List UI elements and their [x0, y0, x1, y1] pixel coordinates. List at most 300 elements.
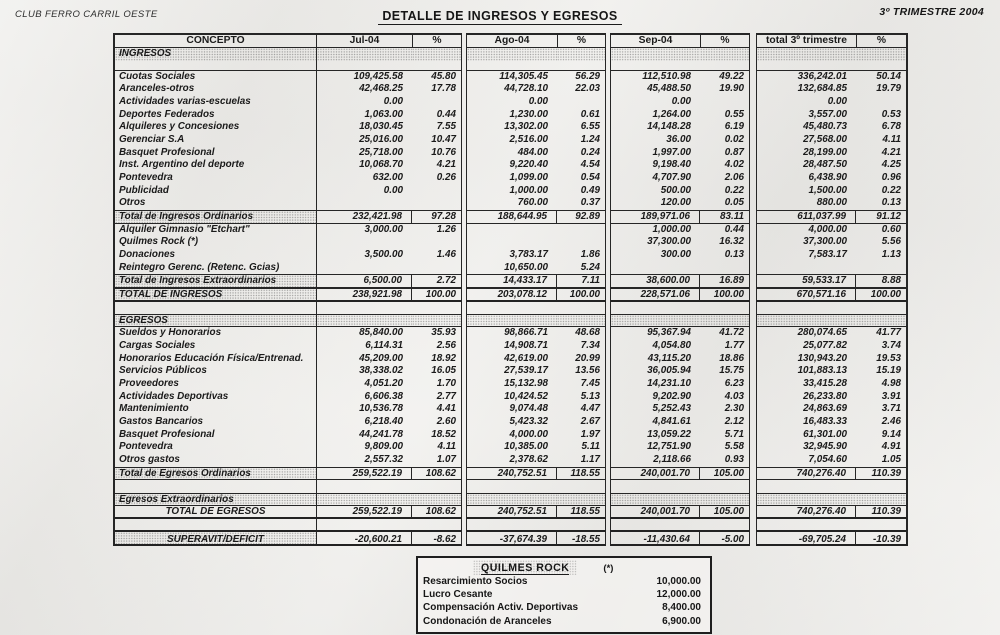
concept-cell: TOTAL DE INGRESOS — [113, 288, 317, 302]
pct-cell-jul — [412, 519, 462, 530]
pct-cell-total: 110.39 — [856, 505, 908, 519]
value-cell-sep: 2,118.66 — [610, 454, 700, 467]
value-cell-sep: 1,997.00 — [610, 147, 700, 160]
quilmes-title-row — [423, 560, 705, 575]
data-row — [113, 441, 908, 454]
value-cell-total: 25,077.82 — [756, 340, 856, 353]
concept-cell — [113, 480, 317, 493]
pct-cell-ago — [557, 480, 606, 493]
pct-cell-sep: 2.06 — [700, 172, 750, 185]
pct-cell-ago — [557, 224, 606, 237]
value-cell-total: 6,438.90 — [756, 172, 856, 185]
value-cell-ago: 14,908.71 — [466, 340, 557, 353]
pct-cell-sep: 0.93 — [700, 454, 750, 467]
value-cell-ago: 240,752.51 — [466, 505, 557, 519]
concept-cell: Alquileres y Concesiones — [113, 121, 317, 134]
value-cell-sep: -11,430.64 — [610, 530, 700, 547]
pct-cell-total: 0.96 — [856, 172, 908, 185]
quilmes-item-label: Condonación de Aranceles — [423, 615, 552, 627]
concept-cell — [113, 61, 317, 71]
pct-cell-ago: 5.13 — [557, 391, 606, 404]
value-cell-total: 16,483.33 — [756, 416, 856, 429]
pct-cell-total: 50.14 — [856, 71, 908, 84]
header-sep: Sep-04 — [610, 33, 700, 48]
value-cell-total: 28,199.00 — [756, 147, 856, 160]
concept-cell: Alquiler Gimnasio "Etchart" — [113, 224, 317, 237]
value-cell-sep — [610, 262, 700, 275]
value-cell-sep — [610, 314, 700, 327]
pct-cell-jul: 17.78 — [412, 83, 462, 96]
pct-cell-jul: 10.76 — [412, 147, 462, 160]
pct-cell-jul — [412, 61, 462, 71]
pct-cell-sep: 15.75 — [700, 365, 750, 378]
pct-cell-jul: 1.70 — [412, 378, 462, 391]
pct-cell-ago: 100.00 — [557, 288, 606, 302]
quilmes-title-band — [473, 560, 577, 575]
quilmes-asterisk: (*) — [603, 563, 614, 574]
value-cell-ago: 2,516.00 — [466, 134, 557, 147]
pct-cell-ago: 1.97 — [557, 429, 606, 442]
value-cell-jul: 6,218.40 — [364, 416, 403, 428]
value-cell-ago — [466, 302, 557, 315]
concept-cell: Donaciones — [113, 249, 317, 262]
data-row — [113, 172, 908, 185]
pct-cell-jul: 2.77 — [412, 391, 462, 404]
pct-cell-total: 9.14 — [856, 429, 908, 442]
value-cell-ago: 760.00 — [466, 197, 557, 210]
pct-cell-sep — [700, 48, 750, 61]
pct-cell-sep: 2.30 — [700, 403, 750, 416]
concept-cell: EGRESOS — [113, 314, 317, 327]
value-cell-ago — [466, 314, 557, 327]
value-cell-sep — [610, 480, 700, 493]
superavit-row — [113, 530, 908, 547]
value-cell-sep: 45,488.50 — [610, 83, 700, 96]
section-row — [113, 48, 908, 61]
value-cell-sep: 1,264.00 — [610, 109, 700, 122]
value-cell-total: 1,500.00 — [756, 185, 856, 198]
value-cell-jul: 259,522.19 — [317, 505, 412, 519]
pct-cell-ago — [557, 48, 606, 61]
value-cell-jul — [317, 480, 412, 493]
data-row — [113, 224, 908, 237]
value-cell-jul: 42,468.25 — [359, 83, 403, 95]
table-header-row — [113, 33, 908, 48]
value-cell-total: 4,000.00 — [756, 224, 856, 237]
value-cell-jul: 10,536.78 — [359, 403, 403, 415]
pct-cell-total: 5.56 — [856, 236, 908, 249]
value-cell-ago: 0.00 — [466, 96, 557, 109]
value-cell-jul: 45,209.00 — [359, 352, 403, 364]
quilmes-item-label: Resarcimiento Socios — [423, 576, 528, 587]
concept-cell: Mantenimiento — [113, 403, 317, 416]
pct-cell-jul: 0.44 — [412, 109, 462, 122]
value-cell-ago: 240,752.51 — [466, 467, 557, 481]
value-cell-sep: 4,841.61 — [610, 416, 700, 429]
value-cell-ago: 484.00 — [466, 147, 557, 160]
value-cell-jul — [317, 302, 412, 315]
pct-cell-total: 4.21 — [856, 147, 908, 160]
value-cell-total: 45,480.73 — [756, 121, 856, 134]
pct-cell-ago: 0.61 — [557, 109, 606, 122]
pct-cell-sep: 83.11 — [700, 210, 750, 224]
pct-cell-ago: 4.54 — [557, 159, 606, 172]
value-cell-jul: 44,241.78 — [359, 428, 403, 440]
pct-cell-ago: 20.99 — [557, 353, 606, 366]
value-cell-jul: 1,063.00 — [364, 108, 403, 120]
value-cell-sep: 43,115.20 — [610, 353, 700, 366]
pct-cell-ago: 5.11 — [557, 441, 606, 454]
pct-cell-sep: 1.77 — [700, 340, 750, 353]
concept-cell: Total de Egresos Ordinarios — [113, 467, 317, 481]
value-cell-jul: -20,600.21 — [317, 530, 412, 547]
value-cell-jul: 10,068.70 — [359, 159, 403, 171]
pct-cell-total: 100.00 — [856, 288, 908, 302]
data-row — [113, 185, 908, 198]
value-cell-jul: 3,500.00 — [364, 249, 403, 261]
pct-cell-ago: 4.47 — [557, 403, 606, 416]
value-cell-ago: 10,650.00 — [466, 262, 557, 275]
value-cell-ago: 1,230.00 — [466, 109, 557, 122]
value-cell-sep: 189,971.06 — [610, 210, 700, 224]
value-cell-jul: 232,421.98 — [317, 210, 412, 224]
pct-cell-jul — [412, 493, 462, 505]
value-cell-total: 0.00 — [756, 96, 856, 109]
value-cell-sep: 14,231.10 — [610, 378, 700, 391]
pct-cell-total — [856, 493, 908, 505]
concept-cell — [113, 519, 317, 530]
value-cell-ago: 14,433.17 — [466, 274, 557, 288]
pct-cell-ago — [557, 236, 606, 249]
concept-cell: SUPERAVIT/DEFICIT — [113, 530, 317, 547]
pct-cell-ago: 7.34 — [557, 340, 606, 353]
concept-cell: Cuotas Sociales — [113, 71, 317, 84]
value-cell-sep — [610, 493, 700, 505]
header-jul: Jul-04 — [317, 33, 412, 48]
pct-cell-sep — [700, 96, 750, 109]
pct-cell-total: 3.71 — [856, 403, 908, 416]
value-cell-jul — [317, 236, 412, 249]
quilmes-item-value: 8,400.00 — [662, 602, 701, 614]
pct-cell-total: 110.39 — [856, 467, 908, 481]
pct-cell-jul: 108.62 — [412, 505, 462, 519]
pct-cell-ago — [557, 96, 606, 109]
value-cell-total: -69,705.24 — [756, 530, 856, 547]
value-cell-jul — [317, 314, 412, 327]
pct-cell-sep: 0.55 — [700, 109, 750, 122]
value-cell-ago: 44,728.10 — [466, 83, 557, 96]
value-cell-jul — [317, 519, 412, 530]
quilmes-item-value: 6,900.00 — [662, 615, 701, 627]
value-cell-sep: 38,600.00 — [610, 274, 700, 288]
header-jul-pct: % — [412, 33, 462, 48]
data-row — [113, 96, 908, 109]
pct-cell-total: 4.25 — [856, 159, 908, 172]
value-cell-ago: 98,866.71 — [466, 327, 557, 340]
value-cell-sep: 0.00 — [610, 96, 700, 109]
value-cell-ago — [466, 480, 557, 493]
value-cell-sep: 37,300.00 — [610, 236, 700, 249]
grand-row — [113, 288, 908, 302]
value-cell-total: 61,301.00 — [756, 429, 856, 442]
pct-cell-jul: 45.80 — [412, 71, 462, 84]
value-cell-total: 28,487.50 — [756, 159, 856, 172]
pct-cell-sep: 100.00 — [700, 288, 750, 302]
value-cell-jul: 6,606.38 — [364, 390, 403, 402]
quilmes-item-value: 10,000.00 — [656, 576, 701, 587]
pct-cell-sep: 105.00 — [700, 467, 750, 481]
concept-cell: Otros — [113, 197, 317, 210]
pct-cell-jul: -8.62 — [412, 530, 462, 547]
concept-cell: TOTAL DE EGRESOS — [113, 505, 317, 519]
concept-cell: Servicios Públicos — [113, 365, 317, 378]
pct-cell-ago: 0.54 — [557, 172, 606, 185]
value-cell-ago: 5,423.32 — [466, 416, 557, 429]
data-row — [113, 134, 908, 147]
data-row — [113, 71, 908, 84]
value-cell-sep: 5,252.43 — [610, 403, 700, 416]
value-cell-total — [756, 519, 856, 530]
concept-cell — [113, 302, 317, 315]
pct-cell-total: 0.13 — [856, 197, 908, 210]
value-cell-total: 880.00 — [756, 197, 856, 210]
value-cell-ago: 3,783.17 — [466, 249, 557, 262]
pct-cell-ago: 22.03 — [557, 83, 606, 96]
pct-cell-jul: 4.21 — [412, 159, 462, 172]
value-cell-ago: 15,132.98 — [466, 378, 557, 391]
quilmes-item-label: Compensación Activ. Deportivas — [423, 602, 579, 614]
value-cell-total: 7,054.60 — [756, 454, 856, 467]
value-cell-ago: 114,305.45 — [466, 71, 557, 84]
pct-cell-sep: -5.00 — [700, 530, 750, 547]
pct-cell-sep: 0.05 — [700, 197, 750, 210]
value-cell-ago: 9,220.40 — [466, 159, 557, 172]
pct-cell-total: 2.46 — [856, 416, 908, 429]
value-cell-jul: 632.00 — [372, 172, 403, 183]
header-ago-pct: % — [557, 33, 606, 48]
concept-cell: Total de Ingresos Ordinarios — [113, 210, 317, 224]
value-cell-total: 3,557.00 — [756, 109, 856, 122]
page-title — [0, 7, 1000, 25]
value-cell-total: 611,037.99 — [756, 210, 856, 224]
value-cell-sep: 1,000.00 — [610, 224, 700, 237]
value-cell-total: 32,945.90 — [756, 441, 856, 454]
club-name: CLUB FERRO CARRIL OESTE — [15, 9, 158, 20]
value-cell-jul: 25,016.00 — [359, 133, 403, 145]
value-cell-jul: 2,557.32 — [364, 454, 403, 466]
pct-cell-jul — [412, 197, 462, 210]
data-row — [113, 83, 908, 96]
value-cell-total: 132,684.85 — [756, 83, 856, 96]
pct-cell-jul — [412, 314, 462, 327]
concept-cell: Actividades varias-escuelas — [113, 96, 317, 109]
value-cell-total: 740,276.40 — [756, 467, 856, 481]
pct-cell-sep: 2.12 — [700, 416, 750, 429]
value-cell-ago: 10,424.52 — [466, 391, 557, 404]
concept-cell: Sueldos y Honorarios — [113, 327, 317, 340]
header-total-pct: % — [856, 33, 908, 48]
value-cell-sep — [610, 519, 700, 530]
pct-cell-total: 4.98 — [856, 378, 908, 391]
header-sep-pct: % — [700, 33, 750, 48]
value-cell-jul: 85,840.00 — [359, 327, 403, 339]
value-cell-jul: 109,425.58 — [353, 70, 403, 82]
exsec-row — [113, 493, 908, 505]
pct-cell-jul: 10.47 — [412, 134, 462, 147]
value-cell-jul — [317, 262, 412, 275]
value-cell-sep: 228,571.06 — [610, 288, 700, 302]
pct-cell-jul — [412, 185, 462, 198]
pct-cell-total: 1.13 — [856, 249, 908, 262]
income-expense-table — [113, 33, 908, 546]
value-cell-jul: 0.00 — [383, 184, 403, 196]
value-cell-total: 670,571.16 — [756, 288, 856, 302]
quilmes-item-label: Lucro Cesante — [423, 589, 493, 601]
pct-cell-ago — [557, 314, 606, 327]
quilmes-rock-box — [416, 556, 712, 634]
pct-cell-jul: 18.92 — [412, 353, 462, 366]
value-cell-ago — [466, 48, 557, 61]
value-cell-sep: 240,001.70 — [610, 467, 700, 481]
pct-cell-total: 41.77 — [856, 327, 908, 340]
pct-cell-ago: 1.86 — [557, 249, 606, 262]
value-cell-jul: 238,921.98 — [317, 288, 412, 302]
value-cell-sep: 300.00 — [610, 249, 700, 262]
value-cell-ago — [466, 224, 557, 237]
data-row — [113, 454, 908, 467]
pct-cell-ago: 1.24 — [557, 134, 606, 147]
pct-cell-jul: 0.26 — [412, 172, 462, 185]
pct-cell-total: 8.88 — [856, 274, 908, 288]
value-cell-total: 130,943.20 — [756, 353, 856, 366]
pct-cell-jul: 108.62 — [412, 467, 462, 481]
value-cell-total — [756, 480, 856, 493]
value-cell-total — [756, 262, 856, 275]
value-cell-sep: 36,005.94 — [610, 365, 700, 378]
quilmes-item — [423, 575, 705, 588]
pct-cell-ago: 5.24 — [557, 262, 606, 275]
data-row — [113, 429, 908, 442]
pct-cell-total: 3.91 — [856, 391, 908, 404]
pct-cell-total: 3.74 — [856, 340, 908, 353]
pct-cell-total: 1.05 — [856, 454, 908, 467]
pct-cell-sep: 6.19 — [700, 121, 750, 134]
data-row — [113, 262, 908, 275]
pct-cell-jul — [412, 96, 462, 109]
gap-row — [113, 519, 908, 530]
concept-cell: Basquet Profesional — [113, 429, 317, 442]
data-row — [113, 353, 908, 366]
pct-cell-jul: 18.52 — [412, 429, 462, 442]
concept-cell: INGRESOS — [113, 48, 317, 61]
value-cell-jul: 6,500.00 — [317, 274, 412, 288]
value-cell-total — [756, 493, 856, 505]
pct-cell-sep: 0.44 — [700, 224, 750, 237]
pct-cell-jul: 4.11 — [412, 441, 462, 454]
header-concepto: CONCEPTO — [113, 33, 317, 48]
pct-cell-jul: 1.07 — [412, 454, 462, 467]
value-cell-total: 37,300.00 — [756, 236, 856, 249]
concept-cell: Actividades Deportivas — [113, 391, 317, 404]
value-cell-total — [756, 302, 856, 315]
pct-cell-total: 4.91 — [856, 441, 908, 454]
pct-cell-sep: 0.13 — [700, 249, 750, 262]
value-cell-sep: 9,198.40 — [610, 159, 700, 172]
pct-cell-total: 91.12 — [856, 210, 908, 224]
pct-cell-ago: 118.55 — [557, 467, 606, 481]
value-cell-jul: 38,338.02 — [359, 365, 403, 377]
concept-cell: Aranceles-otros — [113, 83, 317, 96]
value-cell-total: 101,883.13 — [756, 365, 856, 378]
pct-cell-sep: 4.03 — [700, 391, 750, 404]
data-row — [113, 365, 908, 378]
period-label: 3º TRIMESTRE 2004 — [879, 6, 984, 18]
value-cell-ago — [466, 61, 557, 71]
value-cell-sep: 14,148.28 — [610, 121, 700, 134]
blank-row — [113, 302, 908, 315]
value-cell-ago: 203,078.12 — [466, 288, 557, 302]
pct-cell-ago — [557, 493, 606, 505]
concept-cell: Egresos Extraordinarios — [113, 493, 317, 505]
value-cell-ago: 10,385.00 — [466, 441, 557, 454]
pct-cell-total — [856, 314, 908, 327]
pct-cell-jul: 4.41 — [412, 403, 462, 416]
pct-cell-sep — [700, 262, 750, 275]
data-row — [113, 403, 908, 416]
value-cell-sep: 240,001.70 — [610, 505, 700, 519]
value-cell-sep: 4,054.80 — [610, 340, 700, 353]
spacer-row — [113, 61, 908, 71]
pct-cell-ago: 118.55 — [557, 505, 606, 519]
pct-cell-ago: 1.17 — [557, 454, 606, 467]
value-cell-jul: 25,718.00 — [359, 146, 403, 158]
pct-cell-ago: 2.67 — [557, 416, 606, 429]
pct-cell-sep — [700, 314, 750, 327]
pct-cell-sep — [700, 519, 750, 530]
value-cell-jul: 4,051.20 — [364, 378, 403, 390]
data-row — [113, 147, 908, 160]
value-cell-total: 740,276.40 — [756, 505, 856, 519]
pct-cell-ago: 6.55 — [557, 121, 606, 134]
value-cell-sep — [610, 48, 700, 61]
value-cell-ago: 42,619.00 — [466, 353, 557, 366]
page-title-text: DETALLE DE INGRESOS Y EGRESOS — [378, 9, 621, 25]
pct-cell-jul: 7.55 — [412, 121, 462, 134]
pct-cell-jul — [412, 48, 462, 61]
pct-cell-sep: 41.72 — [700, 327, 750, 340]
value-cell-ago: 13,302.00 — [466, 121, 557, 134]
value-cell-ago — [466, 519, 557, 530]
concept-cell: Reintegro Gerenc. (Retenc. Gcias) — [113, 262, 317, 275]
pct-cell-sep: 5.71 — [700, 429, 750, 442]
pct-cell-total — [856, 302, 908, 315]
value-cell-ago: 2,378.62 — [466, 454, 557, 467]
data-row — [113, 249, 908, 262]
value-cell-jul: 9,809.00 — [364, 441, 403, 453]
value-cell-jul: 3,000.00 — [364, 223, 403, 235]
value-cell-ago: 4,000.00 — [466, 429, 557, 442]
concept-cell: Cargas Sociales — [113, 340, 317, 353]
value-cell-total: 24,863.69 — [756, 403, 856, 416]
grandend-row — [113, 505, 908, 519]
pct-cell-sep — [700, 480, 750, 493]
pct-cell-total — [856, 262, 908, 275]
pct-cell-jul: 35.93 — [412, 327, 462, 340]
data-row — [113, 197, 908, 210]
pct-cell-ago: 92.89 — [557, 210, 606, 224]
value-cell-jul: 259,522.19 — [317, 467, 412, 481]
pct-cell-total — [856, 48, 908, 61]
